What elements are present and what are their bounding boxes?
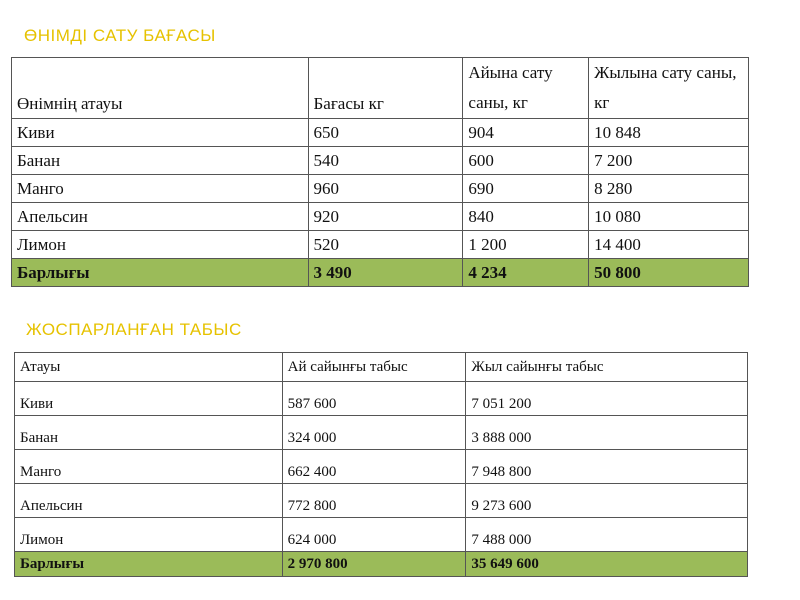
sales-price-heading: ӨНІМДІ САТУ БАҒАСЫ: [24, 26, 216, 45]
cell-monthly-income: 662 400: [282, 450, 466, 484]
cell-monthly: 690: [463, 175, 589, 203]
cell-price: 920: [308, 203, 463, 231]
cell-monthly-income: 324 000: [282, 416, 466, 450]
cell-monthly-income: 624 000: [282, 518, 466, 552]
cell-total-monthly: 4 234: [463, 259, 589, 287]
cell-yearly-income: 9 273 600: [466, 484, 748, 518]
table-row: [12, 119, 749, 147]
table-row: [15, 416, 748, 450]
table-header-row: [12, 58, 749, 119]
cell-total-price: 3 490: [308, 259, 463, 287]
table-row: [15, 382, 748, 416]
cell-monthly-income: 772 800: [282, 484, 466, 518]
cell-product: Апельсин: [15, 484, 283, 518]
cell-product: Киви: [12, 119, 309, 147]
sales-price-table: [11, 57, 749, 287]
cell-monthly: 1 200: [463, 231, 589, 259]
cell-product: Манго: [15, 450, 283, 484]
cell-price: 650: [308, 119, 463, 147]
planned-income-table: [14, 352, 748, 577]
cell-product: Манго: [12, 175, 309, 203]
cell-product: Банан: [15, 416, 283, 450]
cell-total-monthly-income: 2 970 800: [282, 552, 466, 577]
cell-product: Апельсин: [12, 203, 309, 231]
column-header-yearly-income: Жыл сайынғы табыс: [466, 353, 748, 382]
column-header-monthly-income: Ай сайынғы табыс: [282, 353, 466, 382]
cell-total-label: Барлығы: [15, 552, 283, 577]
cell-monthly: 600: [463, 147, 589, 175]
table-row: [12, 203, 749, 231]
cell-yearly-income: 3 888 000: [466, 416, 748, 450]
cell-product: Лимон: [15, 518, 283, 552]
cell-monthly: 904: [463, 119, 589, 147]
column-header-price-kg: Бағасы кг: [308, 58, 463, 119]
planned-income-heading: ЖОСПАРЛАНҒАН ТАБЫС: [26, 320, 242, 339]
total-row: [15, 552, 748, 577]
cell-yearly: 7 200: [589, 147, 749, 175]
cell-monthly-income: 587 600: [282, 382, 466, 416]
table-header-row: [15, 353, 748, 382]
cell-yearly-income: 7 051 200: [466, 382, 748, 416]
cell-price: 960: [308, 175, 463, 203]
cell-yearly-income: 7 948 800: [466, 450, 748, 484]
table-row: [15, 484, 748, 518]
cell-yearly: 14 400: [589, 231, 749, 259]
cell-total-yearly-income: 35 649 600: [466, 552, 748, 577]
cell-yearly-income: 7 488 000: [466, 518, 748, 552]
cell-total-yearly: 50 800: [589, 259, 749, 287]
cell-product: Банан: [12, 147, 309, 175]
cell-price: 540: [308, 147, 463, 175]
cell-product: Лимон: [12, 231, 309, 259]
table-row: [15, 450, 748, 484]
cell-yearly: 10 848: [589, 119, 749, 147]
table-row: [12, 231, 749, 259]
cell-product: Киви: [15, 382, 283, 416]
table-row: [12, 175, 749, 203]
cell-monthly: 840: [463, 203, 589, 231]
table-row: [15, 518, 748, 552]
column-header-name: Атауы: [15, 353, 283, 382]
table-row: [12, 147, 749, 175]
column-header-monthly-sales: Айына сату саны, кг: [463, 58, 589, 119]
column-header-product-name: Өнімнің атауы: [12, 58, 309, 119]
cell-price: 520: [308, 231, 463, 259]
cell-yearly: 8 280: [589, 175, 749, 203]
column-header-yearly-sales: Жылына сату саны, кг: [589, 58, 749, 119]
cell-yearly: 10 080: [589, 203, 749, 231]
total-row: [12, 259, 749, 287]
cell-total-label: Барлығы: [12, 259, 309, 287]
